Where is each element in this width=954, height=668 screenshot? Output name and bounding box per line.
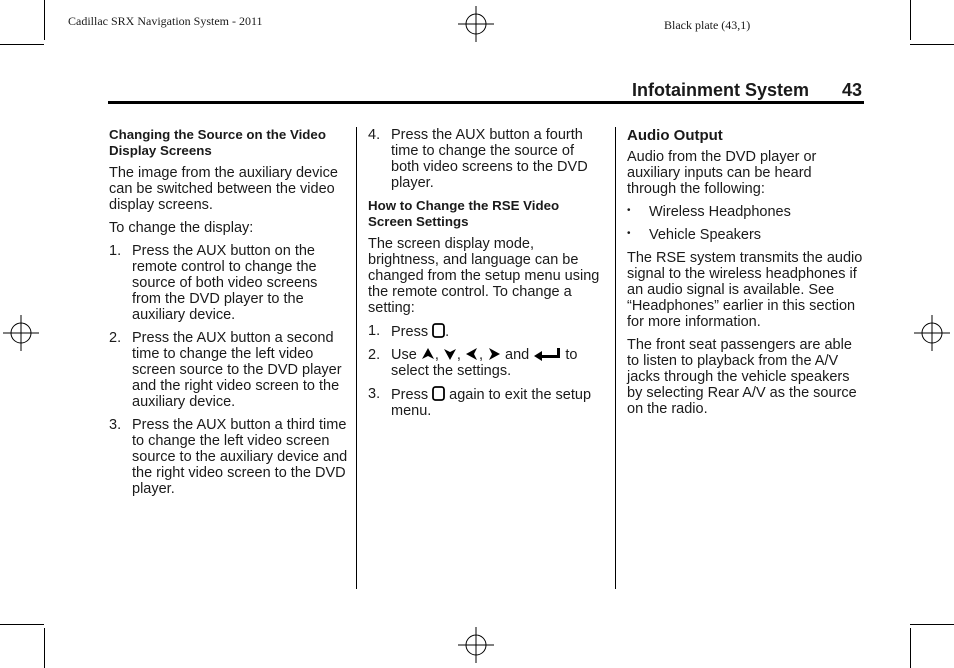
bullet-mark: • [627,228,631,239]
crop-mark [44,0,45,40]
list-item [368,386,606,419]
separator: , [478,347,483,363]
column-3 [627,127,863,424]
display-menu-icon [432,323,445,338]
step-text [391,347,606,379]
list-item [368,323,606,340]
list-item [109,417,349,497]
registration-mark-icon [458,627,494,663]
step-number: 3. [109,417,122,433]
step-text-part: Press [391,324,429,340]
section-heading: Changing the Source on the Video Display Screens [109,127,326,158]
bullet-text: Vehicle Speakers [649,227,762,243]
page-number: 43 [842,80,863,100]
registration-mark-icon [3,315,39,351]
arrow-up-icon [421,347,435,361]
list-item [627,227,863,243]
step-text-part: . [445,324,450,340]
step-text-part: and [505,347,530,363]
step-text: Press the AUX button on the remote control to change the source of both video screens from the DVD player to the auxiliary device. [132,243,318,323]
list-item [109,243,349,323]
crop-mark [44,628,45,668]
registration-mark-icon [914,315,950,351]
column-1 [109,127,349,504]
print-book-label: Cadillac SRX Navigation System - 2011 [68,14,263,28]
paragraph: To change the display: [109,220,254,236]
crop-mark [0,44,44,45]
crop-mark [0,624,44,625]
arrow-down-icon [443,347,457,361]
step-text-part: Use [391,347,417,363]
separator: , [434,347,439,363]
paragraph: The screen display mode, brightness, and language can be changed from the setup menu using the remote control. To change a setting: [368,236,600,316]
bullet-text: Wireless Headphones [649,204,791,220]
enter-icon [533,347,561,361]
step-text [391,323,606,340]
page-section-title: Infotainment System [632,80,810,100]
step-text-part: again to exit the setup menu. [391,387,592,419]
step-number: 2. [109,330,122,346]
step-number: 1. [109,243,122,259]
step-text-part: Press [391,387,429,403]
arrow-left-icon [465,347,479,361]
step-text-part: to select the settings. [391,347,578,379]
crop-mark [910,624,954,625]
list-item [368,127,606,191]
header-rule [108,101,864,104]
step-text: Press the AUX button a second time to change the left video screen source to the DVD player and the right video screen to the auxiliary device. [132,330,342,410]
bullet-mark: • [627,205,631,216]
registration-mark-icon [458,6,494,42]
step-number: 2. [368,347,381,363]
column-2 [368,127,606,426]
paragraph: Audio from the DVD player or auxiliary inputs can be heard through the following: [627,149,817,197]
section-heading: How to Change the RSE Video Screen Settings [368,198,560,229]
step-number: 3. [368,386,381,402]
crop-mark [910,0,911,40]
section-heading: Audio Output [627,127,723,144]
list-item [368,347,606,379]
column-divider [615,127,616,589]
display-menu-icon [432,386,445,401]
step-number: 1. [368,323,381,339]
paragraph: The image from the auxiliary device can be switched between the video display screens. [109,165,338,213]
separator: , [456,347,461,363]
paragraph: The front seat passengers are able to listen to playback from the A/V jacks through the vehicle speakers by selecting Rear A/V as the source on the radio. [627,337,857,417]
crop-mark [910,44,954,45]
column-divider [356,127,357,589]
print-plate-label: Black plate (43,1) [664,18,751,32]
step-text: Press the AUX button a third time to change the left video screen source to the auxiliary device and the right video screen to the DVD player. [132,417,348,497]
list-item [109,330,349,410]
step-number: 4. [368,127,381,143]
crop-mark [910,628,911,668]
step-text [391,386,606,419]
list-item [627,204,863,220]
arrow-right-icon [487,347,501,361]
paragraph: The RSE system transmits the audio signal to the wireless headphones if an audio signal is available. See “Headphones” earlier in this section for more information. [627,250,863,330]
step-text: Press the AUX button a fourth time to change the source of both video screens to the DVD player. [391,127,588,191]
